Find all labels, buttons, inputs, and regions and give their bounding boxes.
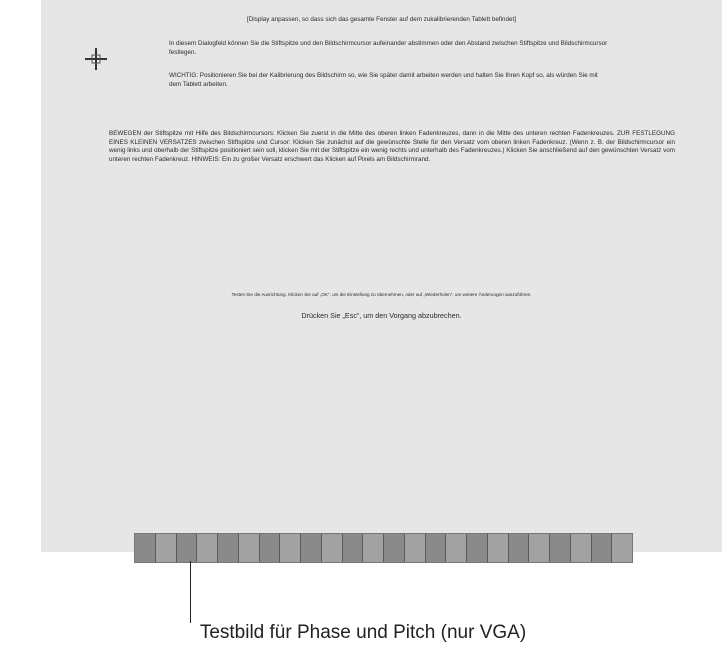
- pattern-band: [280, 534, 301, 562]
- pattern-band: [509, 534, 530, 562]
- warning-text: WICHTIG: Positionieren Sie bei der Kalibrierung des Bildschirm so, wie Sie später damit arbeiten werden und halten Sie Ihren Kopf so, als würden Sie mit dem Tablett arbeiten.: [169, 72, 598, 88]
- pattern-band: [467, 534, 488, 562]
- pattern-band: [592, 534, 613, 562]
- pattern-band: [405, 534, 426, 562]
- pattern-band: [571, 534, 592, 562]
- caption-leader-line: [190, 561, 191, 623]
- pattern-band: [239, 534, 260, 562]
- test-pattern: [134, 533, 633, 563]
- pattern-band: [135, 534, 156, 562]
- calibration-screen: [41, 0, 722, 552]
- instructions-text: BEWEGEN der Stiftspitze mit Hilfe des Bildschirmcursors: Klicken Sie zuerst in die Mitte des oberen linken Fadenkreuzes, dann in die Mitte des unteren rechten Fadenkreuzes. ZUR FESTLEGUNG EINES KLEINEN VERSATZES zwischen Stiftspitze und Cursor: Klicken Sie zunächst auf die gewünschte Stelle für den Versatz vom oberen linken Fadenkreuz. (Wenn z. B. der Bildschirmcursor ein wenig links und oberhalb der Stiftspitze positioniert sein soll, klicken Sie mit der Stiftspitze ein wenig rechts und unterhalb des Fadenkreuzes.) Klicken Sie anschließend auf den gewünschten Versatz vom unteren rechten Fadenkreuz. HINWEIS: Ein zu großer Versatz erschwert das Klicken auf Pixels am Bildschirmrand.: [109, 130, 675, 163]
- esc-hint: Drücken Sie „Esc“, um den Vorgang abzubrechen.: [301, 311, 462, 320]
- pattern-band: [156, 534, 177, 562]
- pattern-band: [612, 534, 632, 562]
- pattern-band: [343, 534, 364, 562]
- crosshair-icon[interactable]: [85, 48, 107, 70]
- pattern-band: [218, 534, 239, 562]
- pattern-band: [322, 534, 343, 562]
- pattern-band: [363, 534, 384, 562]
- pattern-band: [488, 534, 509, 562]
- pattern-band: [529, 534, 550, 562]
- intro-text: In diesem Dialogfeld können Sie die Stiftspitze und den Bildschirmcursor aufeinander abstimmen oder den Abstand zwischen Stiftspitze und Bildschirmcursor festlegen.: [169, 40, 608, 56]
- pattern-band: [446, 534, 467, 562]
- pattern-band: [260, 534, 281, 562]
- test-hint: Testen Sie die Ausrichtung. Klicken Sie auf „OK“, um die Einstellung zu übernehmen, oder auf „Wiederholen“, um weitere Änderungen auszuführen.: [231, 292, 532, 297]
- screen-header: [Display anpassen, so dass sich das gesamte Fenster auf dem zukalibrierenden Tablett befindet]: [246, 16, 517, 23]
- figure-caption: Testbild für Phase und Pitch (nur VGA): [199, 622, 527, 643]
- pattern-band: [177, 534, 198, 562]
- pattern-band: [426, 534, 447, 562]
- pattern-band: [197, 534, 218, 562]
- pattern-band: [301, 534, 322, 562]
- pattern-band: [384, 534, 405, 562]
- pattern-band: [550, 534, 571, 562]
